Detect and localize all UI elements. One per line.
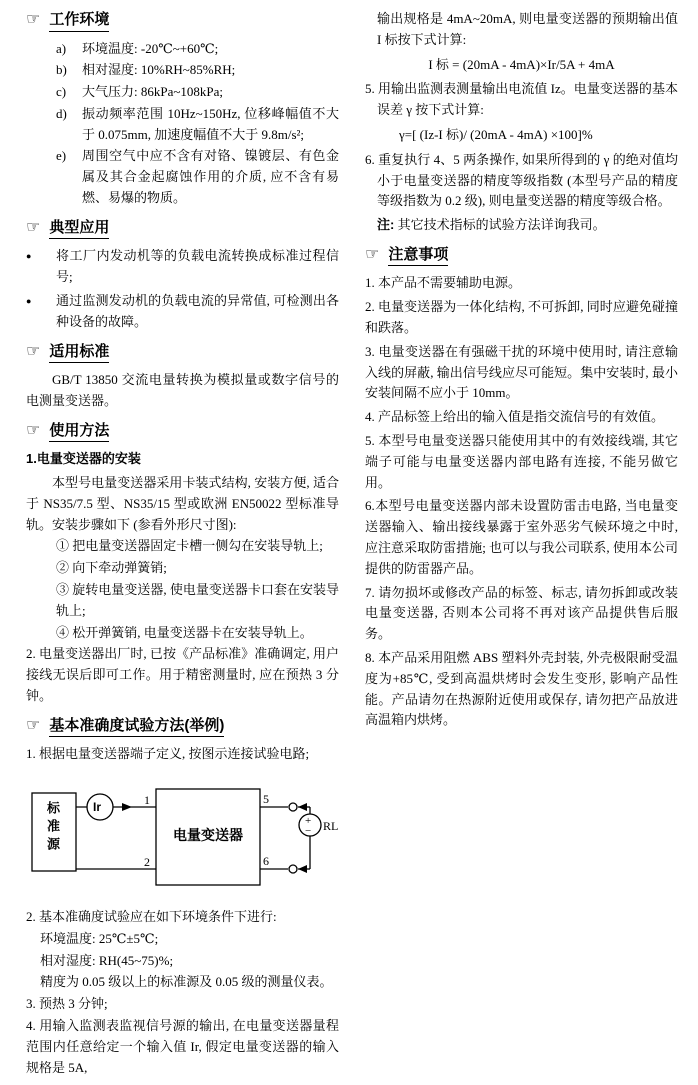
test-condition: 精度为 0.05 级以上的标准源及 0.05 级的测量仪表。: [40, 974, 333, 990]
section-title: 注意事项: [388, 245, 448, 267]
note-text: 其它技术指标的试验方法详询我司。: [397, 217, 606, 233]
standard-source-label: 标准源: [45, 801, 60, 856]
section-header: [26, 10, 339, 32]
bullet-icon: ●: [26, 295, 32, 306]
input-current-label: Ir: [93, 800, 102, 815]
list-item: [26, 146, 339, 208]
transducer-label: 电量变送器: [173, 827, 243, 844]
output-terminal-6-node: [289, 865, 297, 873]
subsection-title: 1.电量变送器的安装: [26, 451, 141, 467]
precaution-item: 4. 产品标签上给出的输入值是指交流信号的有效值。: [365, 409, 665, 425]
section-title: 使用方法: [49, 421, 109, 443]
pointing-hand-icon: ☞: [26, 422, 41, 439]
right-column: [365, 8, 678, 1085]
paragraph: GB/T 13850 交流电量转换为模拟量或数字信号的电测量变送器。: [26, 372, 339, 408]
terminal-2-label: 2: [144, 855, 150, 870]
test-condition: 环境温度: 25℃±5℃;: [40, 930, 159, 946]
section-accuracy-test: [26, 716, 339, 1079]
pointing-hand-icon: ☞: [26, 219, 41, 237]
install-step: ③ 旋转电量变送器, 使电量变送器卡口套在安装导轨上;: [56, 581, 339, 618]
section-applicable-standards: [26, 342, 339, 412]
test-step: 3. 预热 3 分钟;: [26, 996, 108, 1012]
section-typical-applications: [26, 218, 339, 333]
list-item: [26, 291, 339, 333]
precaution-item: 2. 电量变送器为一体化结构, 不可拆卸, 同时应避免碰撞和跌落。: [365, 299, 678, 336]
plus-sign: +: [305, 815, 312, 828]
item-text: 环境温度: -20℃~+60℃;: [82, 40, 219, 56]
item-text: 周围空气中应不含有对铬、镍镀层、有色金属及其合金起腐蚀作用的介质, 应不含有易燃、易爆的物质。: [82, 148, 339, 206]
item-text: 将工厂内发动机等的负载电流转换成标准过程信号;: [56, 248, 339, 285]
precaution-item: 6.本型号电量变送器内部未设置防雷击电路, 当电量变送器输入、输出接线暴露于室外恶劣气候环境之中时, 应注意采取防雷措施; 也可以与我公司联系, 使用本公司提供的防雷器产品。: [365, 498, 678, 576]
test-condition: 相对湿度: RH(45~75)%;: [40, 952, 174, 968]
install-step: ④ 松开弹簧销, 电量变送器卡在安装导轨上。: [56, 624, 313, 640]
list-item: [26, 82, 339, 103]
current-direction-arrow: [122, 803, 132, 811]
terminal-6-label: 6: [263, 854, 269, 869]
pointing-hand-icon: ☞: [26, 717, 41, 735]
terminal-1-label: 1: [144, 793, 150, 808]
section-working-environment: [26, 10, 339, 209]
terminal-5-label: 5: [263, 792, 269, 807]
test-step: 5. 用输出监测表测量输出电流值 Iz。电量变送器的基本误差 γ 按下式计算:: [365, 81, 678, 118]
paragraph: 本型号电量变送器采用卡装式结构, 安装方便, 适合于 NS35/7.5 型、NS35/15 型或欧洲 EN50022 型标准导轨。安装步骤如下 (参看外形尺寸图):: [26, 474, 339, 532]
error-formula: γ=[ (Iz-I 标)/ (20mA - 4mA) ×100]%: [399, 126, 593, 142]
item-text: 大气压力: 86kPa~108kPa;: [82, 84, 224, 100]
item-text: 通过监测发动机的负载电流的异常值, 可检测出各种设备的故障。: [56, 292, 339, 329]
section-precautions: [365, 245, 678, 731]
pointing-hand-icon: ☞: [365, 246, 380, 264]
test-step-continuation: 输出规格是 4mA~20mA, 则电量变送器的预期输出值 I 标按下式计算:: [377, 11, 678, 47]
test-step: 1. 根据电量变送器端子定义, 按图示连接试验电路;: [26, 746, 310, 762]
note-label: 注:: [377, 217, 395, 233]
pointing-hand-icon: ☞: [26, 11, 41, 29]
expected-output-formula: I 标 = (20mA - 4mA)×Ir/5A + 4mA: [428, 56, 615, 72]
section-title: 基本准确度试验方法(举例): [49, 716, 224, 738]
output-bottom-arrow: [298, 865, 307, 873]
list-item: [26, 60, 339, 81]
precaution-item: 5. 本型号电量变送器只能使用其中的有效接线端, 其它端子可能与电量变送器内部电路有连接, 不能另做它用。: [365, 433, 678, 490]
test-step: 2. 基本准确度试验应在如下环境条件下进行:: [26, 909, 277, 925]
test-circuit-diagram: [26, 773, 339, 901]
test-step: 6. 重复执行 4、5 两条操作, 如果所得到的 γ 的绝对值均小于电量变送器的精度等级指数 (本型号产品的精度等级指数为 0.2 级), 则电量变送器的精度等级合格。: [365, 151, 678, 209]
list-item: [26, 104, 339, 146]
minus-sign: −: [305, 825, 312, 838]
section-accuracy-test-continued: [365, 9, 678, 236]
list-item: [26, 246, 339, 288]
section-header: [26, 716, 339, 738]
section-title: 适用标准: [49, 342, 109, 364]
pointing-hand-icon: ☞: [26, 342, 41, 360]
section-title: 典型应用: [49, 218, 109, 240]
item-label: c): [56, 84, 67, 100]
left-column: [26, 8, 339, 1085]
section-usage-method: [26, 421, 339, 707]
precaution-item: 3. 电量变送器在有强磁干扰的环境中使用时, 请注意输入线的屏蔽, 输出信号线应尽可能短。集中安装时, 最小安装间隔不应小于 10mm。: [365, 343, 678, 401]
item-label: e): [56, 148, 67, 164]
load-resistor-label: RL: [323, 819, 339, 834]
section-header: [365, 245, 678, 267]
precaution-item: 7. 请勿损坏或修改产品的标签、标志, 请勿拆卸或改装电量变送器, 否则本公司将不再对该产品提供售后服务。: [365, 584, 678, 642]
item-text: 振动频率范围 10Hz~150Hz, 位移峰幅值不大于 0.075mm, 加速度幅值不大于 9.8m/s²;: [82, 105, 339, 142]
section-header: [26, 218, 339, 240]
section-header: [26, 342, 339, 364]
install-step: ① 把电量变送器固定卡槽一侧勾在安装导轨上;: [56, 538, 323, 554]
output-top-arrow: [298, 803, 307, 811]
output-terminal-5-node: [289, 803, 297, 811]
paragraph: 2. 电量变送器出厂时, 已按《产品标准》准确调定, 用户接线无误后即可工作。用于精密测量时, 应在预热 3 分钟。: [26, 646, 339, 703]
precaution-item: 1. 本产品不需要辅助电源。: [365, 275, 522, 291]
note-line: [365, 215, 678, 236]
item-text: 相对湿度: 10%RH~85%RH;: [82, 62, 236, 78]
item-label: b): [56, 62, 67, 78]
bullet-icon: ●: [26, 251, 32, 262]
item-label: d): [56, 105, 67, 121]
test-step: 4. 用输入监测表监视信号源的输出, 在电量变送器量程范围内任意给定一个输入值 Ir, 假定电量变送器的输入规格是 5A,: [26, 1018, 339, 1075]
section-title: 工作环境: [49, 10, 109, 32]
item-label: a): [56, 40, 67, 56]
precaution-item: 8. 本产品采用阻燃 ABS 塑料外壳封装, 外壳极限耐受温度为+85℃, 受到高温烘烤时会发生变形, 影响产品性能。产品请勿在热源附近使用或保存, 请勿把产品放进高温箱内烘烤。: [365, 650, 678, 728]
list-item: [26, 39, 339, 60]
install-step: ② 向下牵动弹簧销;: [56, 560, 167, 576]
section-header: [26, 421, 339, 443]
